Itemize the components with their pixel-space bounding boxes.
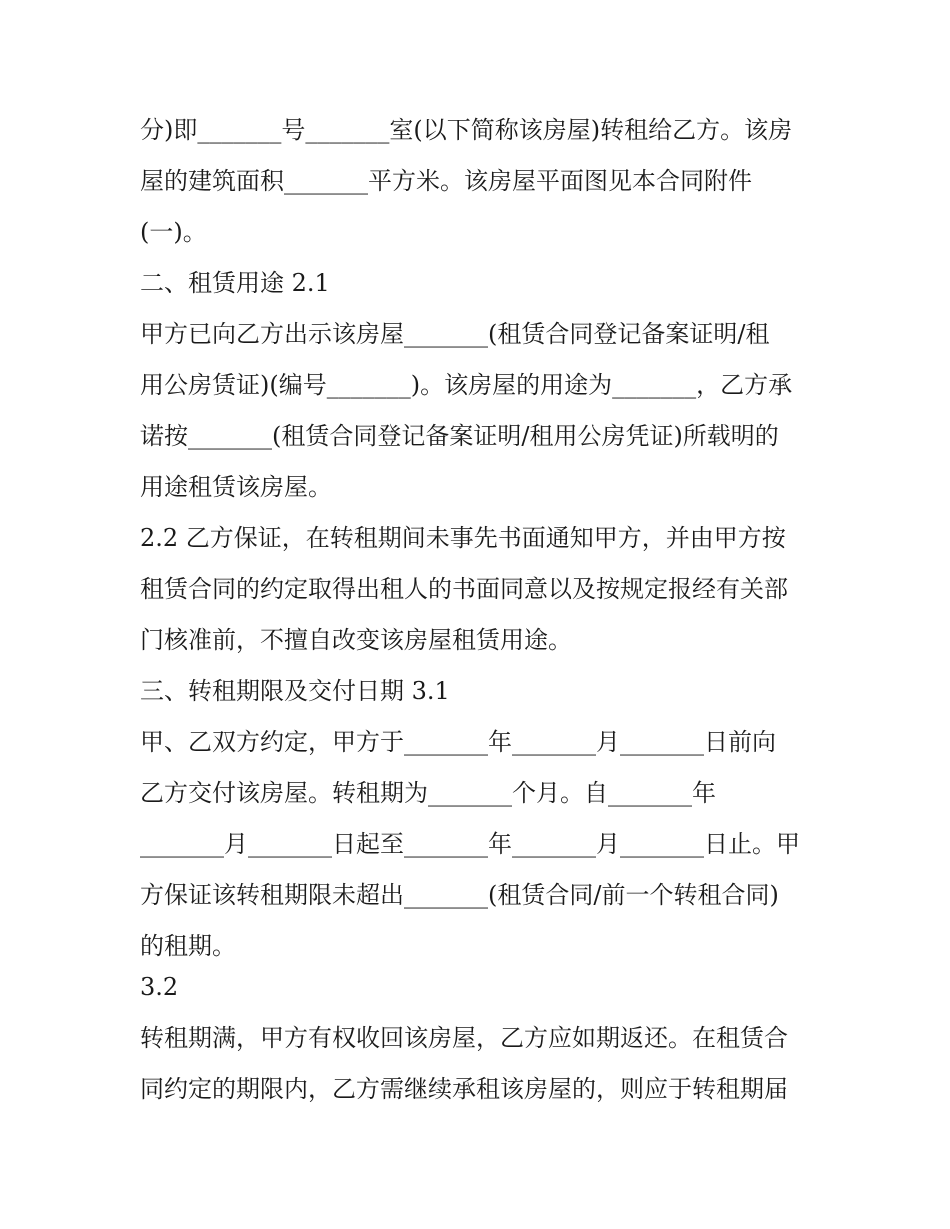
text-line: 同约定的期限内，乙方需继续承租该房屋的，则应于转租期届 [140,1075,788,1103]
text-line: 门核准前，不擅自改变该房屋租赁用途。 [140,626,572,654]
text-line: 2.2 乙方保证，在转租期间未事先书面通知甲方，并由甲方按 [140,524,786,552]
text-line: 租赁合同的约定取得出租人的书面同意以及按规定报经有关部 [140,575,788,603]
text-line: (一)。 [140,218,207,246]
text-line: 方保证该转租期限未超出_______(租赁合同/前一个转租合同) [140,881,779,909]
text-line: 分)即_______号_______室(以下简称该房屋)转租给乙方。该房 [140,116,793,144]
text-line: 用公房赁证)(编号_______)。该房屋的用途为_______，乙方承 [140,371,793,399]
section-heading: 二、租赁用途 2.1 [140,269,330,297]
clause-number: 3.2 [140,973,179,1001]
text-line: 甲、乙双方约定，甲方于_______年_______月_______日前向 [140,728,776,756]
text-line: _______月_______日起至_______年_______月_______日止。甲 [140,830,800,858]
text-line: 甲方已向乙方出示该房屋_______(租赁合同登记备案证明/租 [140,320,770,348]
text-line: 转租期满，甲方有权收回该房屋，乙方应如期返还。在租赁合 [140,1024,788,1052]
text-line: 用途租赁该房屋。 [140,473,332,501]
section-heading: 三、转租期限及交付日期 3.1 [140,677,450,705]
text-line: 屋的建筑面积_______平方米。该房屋平面图见本合同附件 [140,167,752,195]
text-line: 诺按_______(租赁合同登记备案证明/租用公房凭证)所载明的 [140,422,779,450]
text-line: 的租期。 [140,932,236,960]
text-line: 乙方交付该房屋。转租期为_______个月。自_______年 [140,779,716,807]
